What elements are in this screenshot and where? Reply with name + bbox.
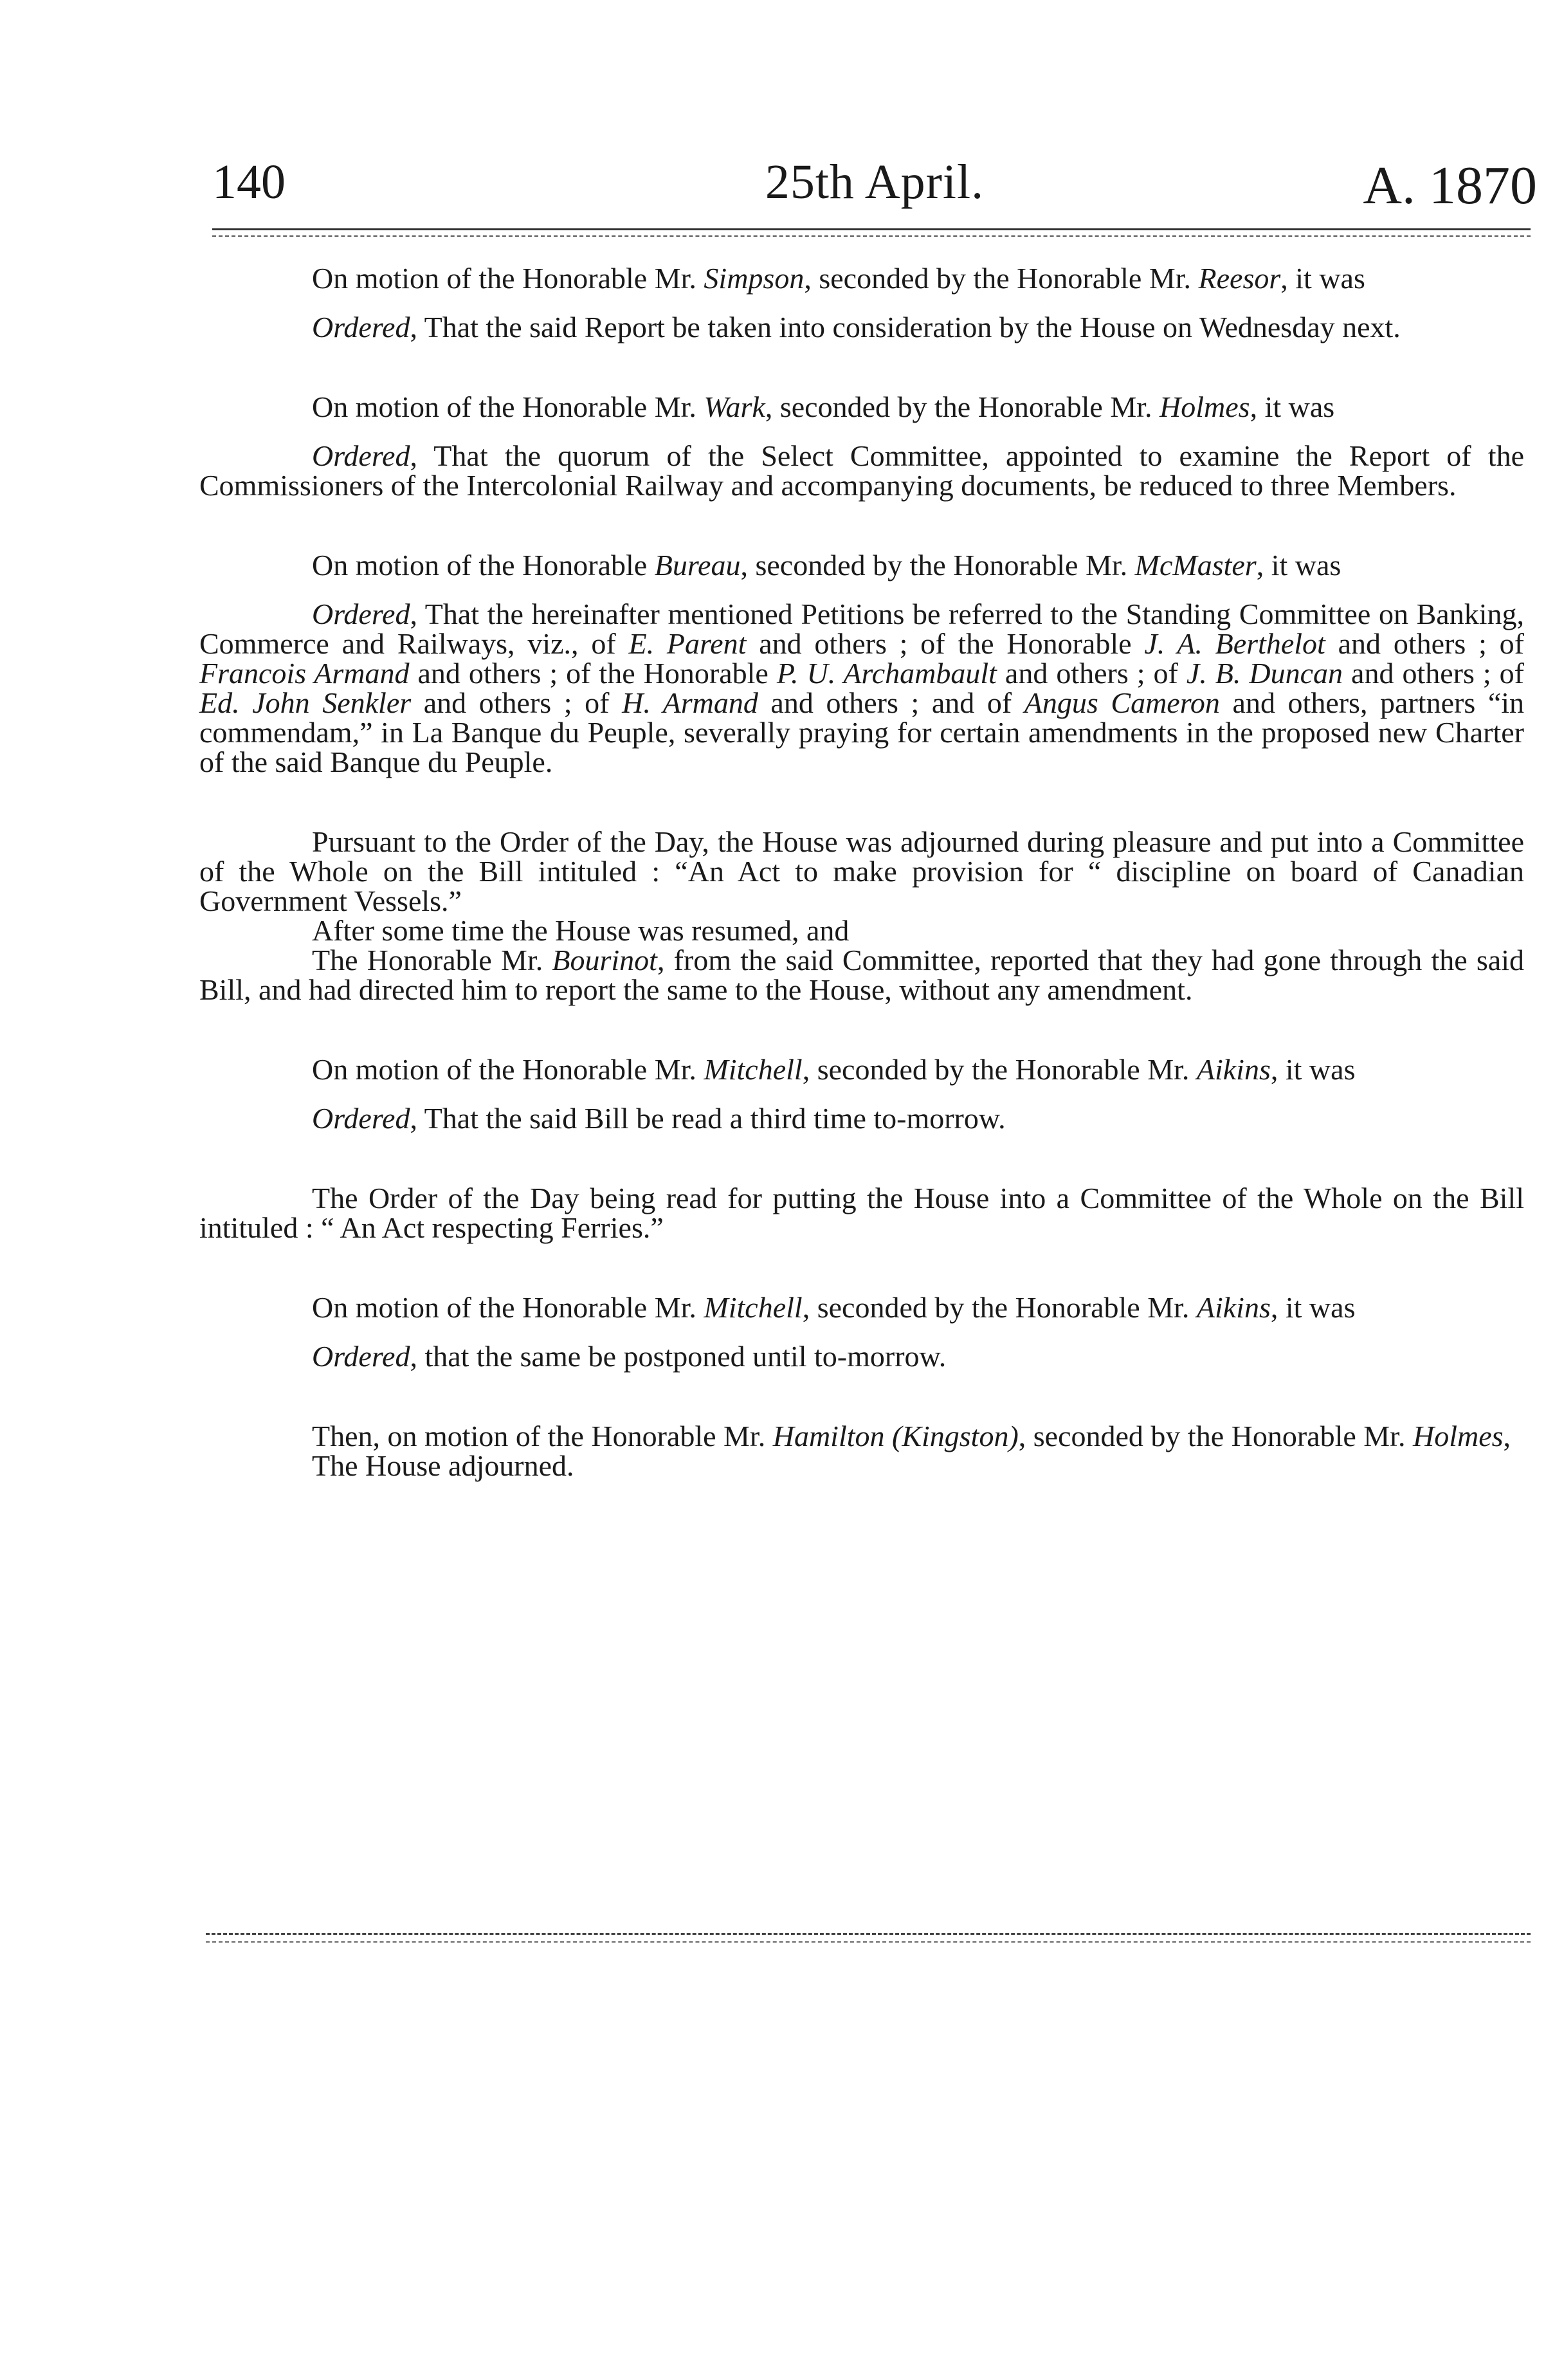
- member-name: Bourinot: [552, 944, 657, 976]
- petitioner-name: E. Parent: [628, 627, 747, 660]
- header-rule-dashed: [212, 235, 1531, 237]
- mover-name: Mitchell: [704, 1053, 803, 1086]
- motion-text: , seconded by the Honorable Mr.: [1018, 1420, 1413, 1452]
- page-number: 140: [212, 155, 286, 209]
- motion-text: , seconded by the Honorable Mr.: [740, 549, 1135, 581]
- motion-paragraph: [199, 551, 1524, 580]
- order-paragraph: [199, 1342, 1524, 1371]
- report-text: The Honorable Mr.: [312, 944, 552, 976]
- ordered-word: Ordered: [312, 439, 410, 472]
- motion-text: , it was: [1270, 1053, 1356, 1086]
- order-text: and others ; of: [411, 686, 623, 719]
- ordered-word: Ordered: [312, 598, 410, 630]
- petitioner-name: H. Armand: [622, 686, 758, 719]
- order-text: , That the said Bill be read a third time to-morrow.: [410, 1102, 1006, 1135]
- petitioner-name: J. B. Duncan: [1186, 657, 1343, 690]
- order-paragraph: [199, 600, 1524, 777]
- ordered-word: Ordered: [312, 311, 410, 343]
- mover-name: Mitchell: [704, 1291, 803, 1324]
- seconder-name: Holmes: [1159, 390, 1250, 423]
- mover-name: Bureau: [654, 549, 741, 581]
- motion-paragraph: [199, 264, 1524, 293]
- motion-text: Then, on motion of the Honorable Mr.: [312, 1420, 773, 1452]
- proceeding-paragraph: [199, 827, 1524, 916]
- proceeding-text: Pursuant to the Order of the Day, the House was adjourned during pleasure and put into a Committee of the Whole on the Bill intituled : “An Act to make provision for “ discipline on board of Canadian Government Vessels.”: [199, 825, 1524, 917]
- motion-text: , it was: [1280, 262, 1365, 295]
- motion-paragraph: [199, 392, 1524, 422]
- page-header: [212, 154, 1537, 225]
- motion-text: ,: [1503, 1420, 1511, 1452]
- seconder-name: Reesor: [1198, 262, 1281, 295]
- motion-text: , it was: [1270, 1291, 1356, 1324]
- adjournment-text: The House adjourned.: [312, 1449, 574, 1482]
- petitioner-name: Francois Armand: [199, 657, 410, 690]
- seconder-name: Holmes: [1412, 1420, 1504, 1452]
- order-paragraph: [199, 1104, 1524, 1133]
- proceeding-paragraph: [199, 1184, 1524, 1243]
- motion-text: , it was: [1250, 390, 1335, 423]
- motion-text: On motion of the Honorable Mr.: [312, 390, 704, 423]
- journal-body: [199, 264, 1524, 1481]
- ordered-word: Ordered: [312, 1340, 410, 1373]
- footer-rule: [206, 1933, 1531, 1935]
- petitioner-name: P. U. Archambault: [776, 657, 997, 690]
- footer-rule-dashed: [206, 1941, 1531, 1943]
- order-text: and others ; of: [1343, 657, 1524, 690]
- motion-text: , seconded by the Honorable Mr.: [802, 1053, 1197, 1086]
- motion-text: , seconded by the Honorable Mr.: [804, 262, 1199, 295]
- proceeding-text: The Order of the Day being read for putting the House into a Committee of the Whole on the Bill intituled : “ An Act respecting Ferries.”: [199, 1182, 1524, 1244]
- order-text: , That the hereinafter mentioned Petitions be referred to the Standing Committee on Banking, Commerce and Railways, viz., of: [199, 598, 1524, 660]
- order-text: and others, partners “in commendam,” in La Banque du Peuple, severally praying for certain amendments in the proposed new Charter of the said Banque du Peuple.: [199, 686, 1525, 778]
- motion-paragraph: [199, 1293, 1524, 1323]
- order-text: and others ; of the Honorable: [409, 657, 777, 690]
- order-paragraph: [199, 441, 1524, 500]
- proceeding-text: After some time the House was resumed, and: [312, 914, 850, 947]
- motion-text: On motion of the Honorable Mr.: [312, 1291, 704, 1324]
- motion-paragraph: [199, 1055, 1524, 1085]
- report-paragraph: [199, 946, 1524, 1005]
- petitioner-name: Ed. John Senkler: [199, 686, 412, 719]
- mover-name: Simpson: [704, 262, 805, 295]
- order-paragraph: [199, 313, 1524, 342]
- mover-name: Wark: [704, 390, 765, 423]
- page-year: A. 1870: [1363, 156, 1537, 215]
- motion-text: On motion of the Honorable Mr.: [312, 1053, 704, 1086]
- petitioner-name: J. A. Berthelot: [1144, 627, 1325, 660]
- motion-text: , seconded by the Honorable Mr.: [765, 390, 1160, 423]
- motion-paragraph: [199, 1422, 1524, 1451]
- motion-text: On motion of the Honorable Mr.: [312, 262, 704, 295]
- order-text: , That the quorum of the Select Committee, appointed to examine the Report of the Commissioners of the Intercolonial Railway and accompanying documents, be reduced to three Members.: [199, 439, 1524, 502]
- motion-text: , it was: [1256, 549, 1341, 581]
- seconder-name: Aikins: [1196, 1291, 1271, 1324]
- order-text: , that the same be postponed until to-morrow.: [410, 1340, 947, 1373]
- order-text: , That the said Report be taken into consideration by the House on Wednesday next.: [410, 311, 1401, 343]
- proceeding-paragraph: [199, 916, 1524, 946]
- mover-name: Hamilton (Kingston): [772, 1420, 1019, 1452]
- report-text: , from the said Committee, reported that they had gone through the said Bill, and had directed him to report the same to the House, without any amendment.: [199, 944, 1524, 1006]
- seconder-name: Aikins: [1196, 1053, 1271, 1086]
- petitioner-name: Angus Cameron: [1024, 686, 1220, 719]
- order-text: and others ; of: [1325, 627, 1524, 660]
- order-text: and others ; of: [996, 657, 1187, 690]
- header-rule: [212, 228, 1531, 230]
- page-date: 25th April.: [765, 155, 985, 209]
- seconder-name: McMaster: [1134, 549, 1257, 581]
- order-text: and others ; of the Honorable: [746, 627, 1145, 660]
- motion-text: On motion of the Honorable: [312, 549, 655, 581]
- adjournment-paragraph: [199, 1451, 1524, 1481]
- order-text: and others ; and of: [758, 686, 1024, 719]
- ordered-word: Ordered: [312, 1102, 410, 1135]
- motion-text: , seconded by the Honorable Mr.: [802, 1291, 1197, 1324]
